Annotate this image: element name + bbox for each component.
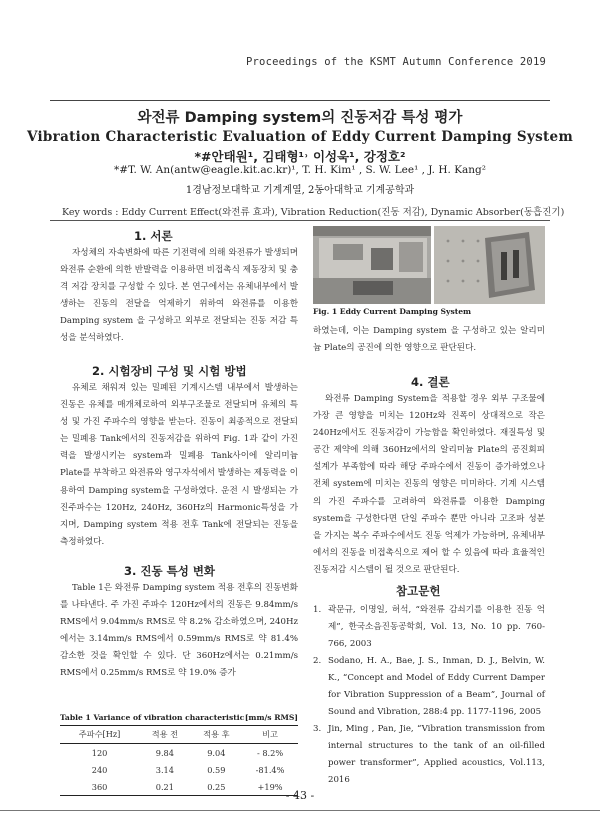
authors-english: *#T. W. An(antw@eagle.kit.ac.kr)¹, T. H. Kim¹ , S. W. Lee¹ , J. H. Kang²	[113, 164, 486, 176]
damping-system-photo	[313, 226, 545, 304]
table-cell: -81.4%	[255, 764, 285, 775]
section-heading-results: 3. 진동 특성 변화	[124, 564, 216, 578]
table-cell: 0.25	[191, 778, 242, 796]
table-cell: 0.59	[207, 764, 226, 775]
table-title: Table 1 Variance of vibration characteristic	[60, 713, 245, 722]
reference-item	[313, 721, 545, 789]
results-continued-paragraph: 하였는데, 이는 Damping system 을 구성하고 있는 알리미늄 Plate의 공진에 의한 영향으로 판단된다.	[313, 326, 545, 354]
reference-text: 곽문규, 이명일, 허석, “와전류 감쇠기를 이용한 진동 억제”, 한국소음진동공학회, Vol. 13, No. 10 pp. 760-766, 2003	[328, 605, 545, 649]
title-english: Vibration Characteristic Evaluation of Eddy Current Damping System	[26, 129, 574, 145]
table-header: 주파수[Hz]	[60, 726, 139, 744]
reference-number: 3.	[313, 724, 322, 734]
reference-text: Jin, Ming , Pan, Jie, “Vibration transmission from internal structures to the tank of an oil-filled power transformer”, Applied acoustics, Vol.113, 2016	[328, 724, 545, 785]
table-header-row	[60, 726, 298, 744]
reference-item	[313, 602, 545, 653]
table-cell: 3.14	[155, 764, 174, 775]
section-heading-intro: 1. 서론	[134, 229, 173, 243]
table-unit: [mm/s RMS]	[244, 713, 298, 722]
results-paragraph: Table 1은 와전류 Damping system 적용 전후의 진동변화를 나타낸다. 주 가진 주파수 120Hz에서의 진동은 9.84mm/s RMS에서 9.04mm/s RMS로 약 8.2% 감소하였으며, 240Hz에서는 3.14mm/s RMS에서 0.59mm/s RMS로 약 81.4% 감소한 것을 확인할 수 있다. 단 360Hz에서는 0.21mm/s RMS에서 0.25mm/s RMS로 약 19.0% 증가	[60, 583, 298, 679]
figure-photo	[313, 226, 545, 304]
table-cell: 360	[60, 778, 139, 796]
references-list	[313, 602, 545, 789]
table-cell: 9.84	[155, 747, 174, 758]
vibration-table	[60, 725, 298, 796]
table-header: 적용 전	[139, 726, 190, 744]
reference-text: Sodano, H. A., Bae, J. S., Inman, D. J., Belvin, W. K., “Concept and Model of Eddy Current Damper for Vibration Suppression of a Beam”, Journal of Sound and Vibration, 288:4 pp. 1177-1196, 2005	[328, 656, 545, 717]
table-header: 비고	[242, 726, 298, 744]
affiliation: 1경남정보대학교 기계계열, 2동아대학교 기계공학과	[185, 185, 415, 196]
table-cell: - 8.2%	[256, 747, 284, 758]
reference-item	[313, 653, 545, 721]
references-heading: 참고문헌	[396, 584, 441, 598]
table-header: 적용 후	[191, 726, 242, 744]
table-caption	[60, 713, 298, 722]
reference-number: 1.	[313, 605, 322, 615]
page-number: - 43 -	[285, 789, 315, 802]
conclusion-paragraph: 와전류 Damping System을 적용할 경우 외부 구조물에 가장 큰 영향을 미치는 120Hz와 진폭이 상대적으로 작은 240Hz에서도 진동저감이 가능함을 확인하였다. 재질특성 및 공간 제약에 의해 360Hz에서의 알리미늄 Plate의 공진회피 설계가 부족함에 따라 해당 주파수에서 진동이 증가하였으나 전체 system에 미치는 진동의 영향은 미미하다. 기계 시스템의 가진 주파수를 고려하여 와전류를 이용한 Damping system을 구성한다면 단일 주파수 뿐만 아니라 고조파 성분을 가지는 복수 주파수에서도 진동 억제가 가능하며, 유체내부에서의 진동을 비접촉식으로 제어 할 수 있음에 따라 효율적인 진동저감 시스템이 될 것으로 판단된다.	[313, 394, 545, 575]
table-cell: 9.04	[207, 747, 226, 758]
section-heading-conclusion: 4. 결론	[411, 375, 450, 389]
title-korean: 와전류 Damping system의 진동저감 특성 평가	[137, 110, 463, 126]
authors-korean: *#안태원¹, 김태형¹˒ 이성욱¹, 강정호²	[194, 149, 406, 164]
bottom-rule	[0, 810, 600, 811]
keywords-rule	[50, 220, 550, 221]
running-head: Proceedings of the KSMT Autumn Conference 2019	[246, 56, 546, 68]
table-row	[60, 761, 298, 778]
table-cell: 120	[91, 747, 108, 758]
table-cell: 240	[91, 764, 108, 775]
intro-paragraph: 자성체의 자속변화에 따른 기전력에 의해 와전류가 발생되며 와전류 순환에 의한 반발력을 이용하면 비접촉식 제동장치 및 충격 저감 장치를 구성할 수 있다. 본 연구에서는 유체내부에서 발생하는 진동의 전달을 억제하기 위하여 와전류를 이용한 Damping system 을 구성하고 외부로 전달되는 진동 저감 특성을 분석하였다.	[60, 248, 298, 344]
reference-number: 2.	[313, 656, 322, 666]
table-row	[60, 744, 298, 762]
table-cell: +19%	[242, 778, 298, 796]
figure-caption: Fig. 1 Eddy Current Damping System	[313, 307, 472, 316]
keywords: Key words : Eddy Current Effect(와전류 효과), Vibration Reduction(진동 저감), Dynamic Absorber(동흡진기)	[62, 207, 565, 218]
method-paragraph: 유체로 채워져 있는 밀폐된 기계시스템 내부에서 발생하는 진동은 유체를 매개체로하여 외부구조물로 전달되며 유체의 특성 및 가진 주파수의 영향을 받는다. 진동이 최종적으로 전달되는 밀폐용 Tank에서의 진동저감을 위하여 Fig. 1과 같이 가진력을 발생시키는 system과 밀폐용 Tank사이에 알리미늄 Plate를 부착하고 와전류와 영구자석에서 발생하는 제동력을 이용하여 Damping system을 구성하였다. 운전 시 발생되는 가진주파수는 120Hz, 240Hz, 360Hz의 Harmonic특성을 가지며, Damping system 적용 전후 Tank에 전달되는 진동을 측정하였다.	[60, 383, 298, 547]
section-heading-method: 2. 시험장비 구성 및 시험 방법	[92, 364, 247, 378]
header-rule	[50, 100, 550, 101]
table-cell: 0.21	[139, 778, 190, 796]
